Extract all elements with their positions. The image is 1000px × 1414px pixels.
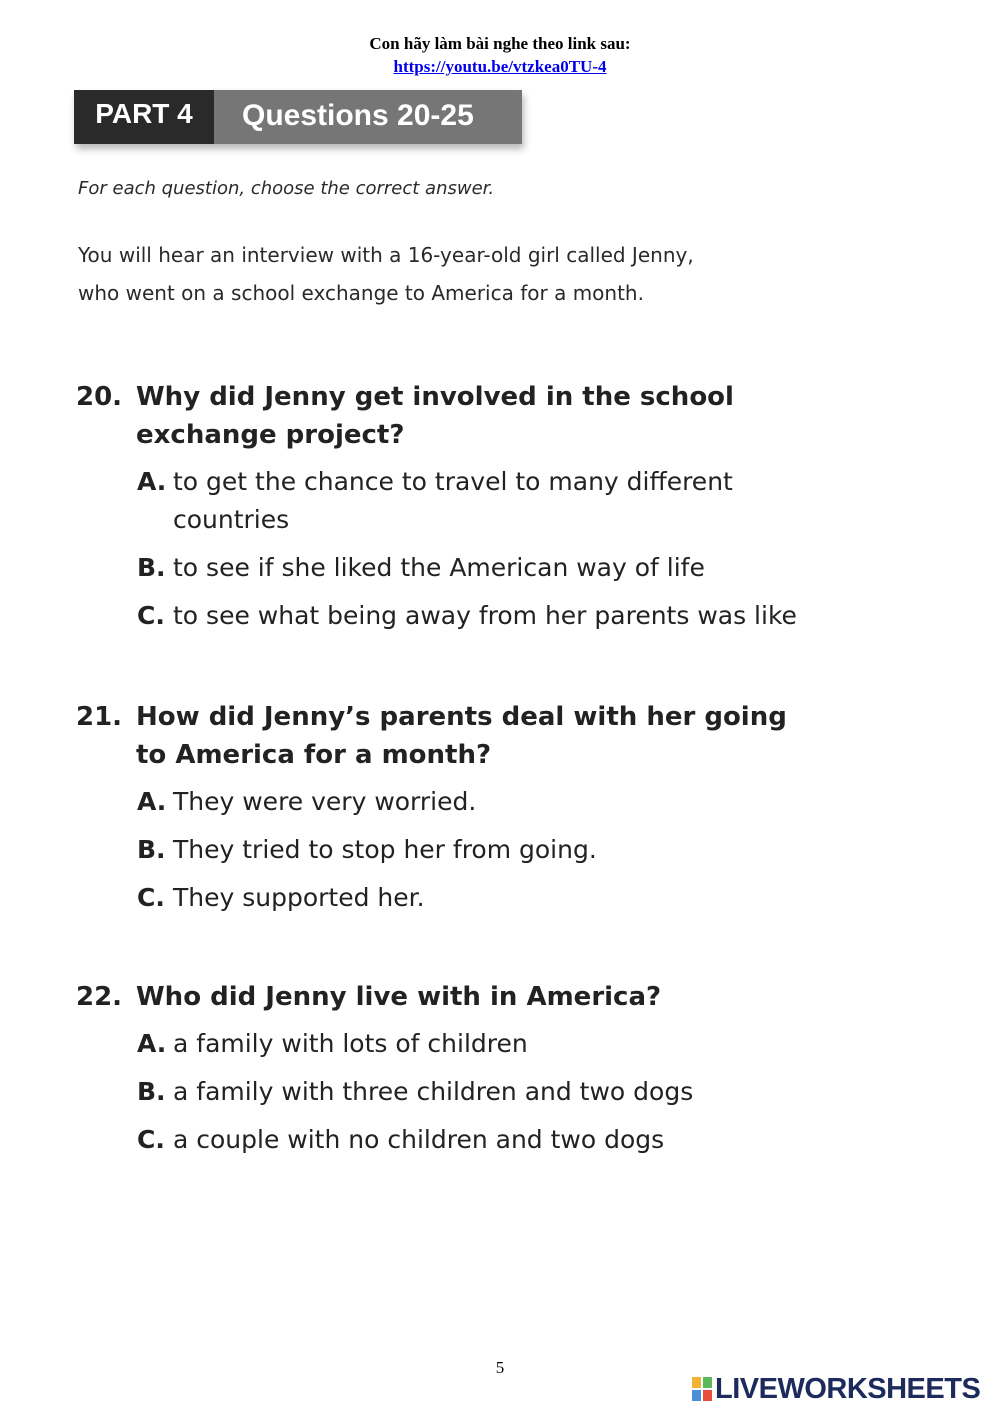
question-text-line: to America for a month? bbox=[136, 740, 492, 770]
option-text: They were very worried. bbox=[173, 787, 477, 816]
page-number: 5 bbox=[495, 1358, 505, 1377]
option-a[interactable] bbox=[137, 783, 876, 821]
question-text-line: How did Jenny’s parents deal with her going bbox=[136, 702, 787, 732]
intro-text bbox=[78, 236, 798, 312]
youtube-link[interactable]: https://youtu.be/vtzkea0TU-4 bbox=[393, 57, 607, 76]
question-text-line: Who did Jenny live with in America? bbox=[136, 982, 662, 1012]
question-text-line: Why did Jenny get involved in the school bbox=[136, 382, 734, 412]
option-c[interactable] bbox=[137, 879, 876, 917]
brand-name: LIVEWORKSHEETS bbox=[715, 1373, 981, 1405]
option-a[interactable] bbox=[137, 1025, 876, 1063]
option-letter: B. bbox=[137, 1077, 166, 1106]
option-text: to see what being away from her parents was like bbox=[173, 601, 797, 630]
option-text: a family with lots of children bbox=[173, 1029, 528, 1058]
intro-line: You will hear an interview with a 16-year-old girl called Jenny, bbox=[78, 243, 694, 267]
option-letter: A. bbox=[137, 1029, 167, 1058]
options-list bbox=[76, 463, 876, 635]
part-banner bbox=[74, 90, 522, 144]
question-text-line: exchange project? bbox=[136, 420, 405, 450]
logo-square bbox=[692, 1390, 701, 1401]
option-b[interactable] bbox=[137, 549, 876, 587]
option-text: a family with three children and two dogs bbox=[173, 1077, 694, 1106]
option-text: They tried to stop her from going. bbox=[173, 835, 597, 864]
question-number: 20. bbox=[76, 382, 123, 412]
option-a[interactable] bbox=[137, 463, 876, 539]
intro-line: who went on a school exchange to America for a month. bbox=[78, 281, 644, 305]
option-text: a couple with no children and two dogs bbox=[173, 1125, 665, 1154]
option-text-line: to get the chance to travel to many different bbox=[173, 467, 733, 496]
question-number: 21. bbox=[76, 702, 123, 732]
task-instruction: For each question, choose the correct answer. bbox=[78, 178, 495, 199]
question-20 bbox=[76, 378, 876, 645]
question-stem bbox=[76, 978, 876, 1016]
option-letter: A. bbox=[137, 467, 167, 496]
option-c[interactable] bbox=[137, 597, 876, 635]
option-letter: C. bbox=[137, 601, 165, 630]
option-text: to see if she liked the American way of life bbox=[173, 553, 705, 582]
logo-square bbox=[703, 1377, 712, 1388]
option-text-line: countries bbox=[173, 505, 290, 534]
option-letter: B. bbox=[137, 835, 166, 864]
option-letter: A. bbox=[137, 787, 167, 816]
question-22 bbox=[76, 978, 876, 1169]
options-list bbox=[76, 1025, 876, 1159]
question-21 bbox=[76, 698, 876, 927]
logo-square bbox=[692, 1377, 701, 1388]
part-label: PART 4 bbox=[74, 90, 214, 144]
link-instruction bbox=[0, 32, 1000, 78]
options-list bbox=[76, 783, 876, 917]
option-b[interactable] bbox=[137, 831, 876, 869]
question-stem bbox=[76, 698, 876, 774]
option-letter: C. bbox=[137, 883, 165, 912]
option-letter: C. bbox=[137, 1125, 165, 1154]
option-text: They supported her. bbox=[173, 883, 425, 912]
liveworksheets-grid-icon bbox=[692, 1377, 712, 1401]
questions-range-title: Questions 20-25 bbox=[242, 99, 474, 132]
logo-square bbox=[703, 1390, 712, 1401]
option-c[interactable] bbox=[137, 1121, 876, 1159]
option-b[interactable] bbox=[137, 1073, 876, 1111]
instruction-line: Con hãy làm bài nghe theo link sau: bbox=[369, 34, 631, 53]
option-letter: B. bbox=[137, 553, 166, 582]
question-number: 22. bbox=[76, 982, 123, 1012]
question-stem bbox=[76, 378, 876, 454]
